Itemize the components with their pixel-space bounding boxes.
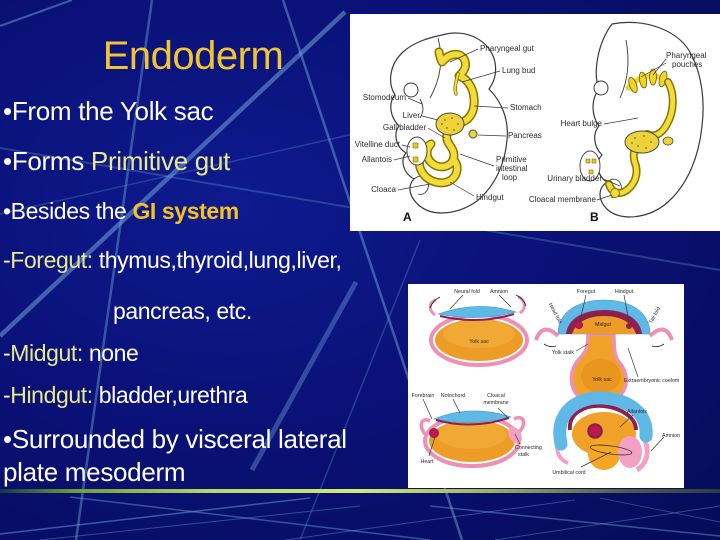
- fig2-label-head-fold: Head fold: [546, 302, 563, 325]
- item-text: none: [82, 340, 139, 366]
- fig2-label-amnion-b: Amnion: [662, 433, 680, 439]
- fig2-label-hindgut: Hindgut: [614, 289, 634, 295]
- folding-panel-3: [412, 393, 542, 466]
- fig1-label-primitive-3: loop: [502, 173, 518, 182]
- fig1-label-gall-bladder: Gall bladder: [382, 123, 426, 132]
- embryo-b-cloacal-membrane: [611, 189, 620, 198]
- fig2-label-cloacal-1: Cloacal: [487, 393, 505, 399]
- fig1-label-stomodeum: Stomodeum: [362, 93, 406, 102]
- keyword-gi-system: GI system: [132, 198, 239, 224]
- embryo-b-pharyngeal-pouches: [627, 69, 668, 94]
- bullet-text: From the Yolk sac: [11, 96, 214, 126]
- fig1-label-pharyngeal-pouches-1: Pharyngeal: [666, 51, 707, 60]
- dash-marker: -: [3, 340, 11, 366]
- fig2-label-notochord: Notochord: [440, 393, 466, 399]
- embryo-folding-figure: [408, 284, 684, 488]
- slide-title: Endoderm: [102, 34, 284, 78]
- fig1-label-lung-bud: Lung bud: [502, 66, 536, 75]
- fig1-label-cloacal-membrane: Cloacal membrane: [528, 195, 596, 204]
- fig2-label-neural-fold: Neural fold: [454, 289, 480, 295]
- bullet-text: plate mesoderm: [3, 457, 186, 487]
- embryo-b-otic-circle: [594, 81, 608, 95]
- fig1-label-liver: Liver: [402, 111, 420, 120]
- bullet-from-yolk-sac: [3, 96, 213, 127]
- fig1-label-primitive-1: Primitive: [496, 155, 527, 164]
- divider-line: [0, 489, 720, 493]
- keyword-primitive-gut: Primitive gut: [90, 146, 231, 176]
- fig1-label-urinary-bladder: Urinary bladder: [547, 174, 602, 183]
- folding-panel-4: [552, 398, 680, 476]
- fig1-label-cloaca: Cloaca: [371, 185, 396, 194]
- fig1-label-pancreas: Pancreas: [508, 131, 542, 140]
- embryo-gut-figure: [350, 14, 720, 231]
- item-foregut: [3, 247, 341, 274]
- fig2-label-extraembryonic-coelom: Extraembryonic coelom: [624, 378, 680, 384]
- fig2-label-allantois: Allantois: [626, 409, 648, 415]
- keyword-midgut: Midgut:: [10, 340, 83, 366]
- fig2-label-yolk-sac-b: Yolk sac: [592, 377, 612, 383]
- fig1-label-hindgut: Hindgut: [476, 193, 504, 202]
- fig1-label-pharyngeal-gut: Pharyngeal gut: [480, 44, 534, 53]
- fig2-label-connecting-2: stalk: [518, 452, 529, 458]
- bullet-text: Besides the: [10, 198, 133, 224]
- fig2-label-tail-fold: Tail fold: [648, 306, 662, 325]
- embryo-b-liver: [625, 131, 659, 153]
- keyword-foregut: Foregut:: [10, 247, 93, 273]
- embryo-b-stomach-bit: [663, 137, 673, 145]
- item-text: bladder,urethra: [92, 382, 248, 408]
- bullet-marker: •: [3, 424, 12, 454]
- embryo-a-liver: [436, 113, 464, 135]
- bullet-surrounded: [3, 424, 347, 455]
- embryo-a-pancreas: [469, 130, 477, 138]
- bullet-text: Forms: [11, 146, 91, 176]
- item-foregut-continued: [113, 298, 252, 325]
- fig1-label-vitelline-duct: Vitelline duct: [354, 140, 400, 149]
- bullet-marker: •: [3, 146, 12, 176]
- fig1-label-stomach: Stomach: [510, 103, 542, 112]
- fig1-label-primitive-2: intestinal: [496, 164, 528, 173]
- fig2-label-midgut: Midgut: [595, 322, 611, 328]
- fig2-label-connecting-1: Connecting: [515, 445, 542, 451]
- bullet-forms-primitive-gut: [3, 146, 230, 177]
- fig2-label-umbilical-cord: Umbilical cord: [552, 470, 586, 476]
- dash-marker: -: [3, 382, 11, 408]
- fig2-label-heart: Heart: [420, 459, 434, 465]
- fig1-label-heart-bulge: Heart bulge: [560, 119, 602, 128]
- keyword-hindgut: Hindgut:: [10, 382, 93, 408]
- item-midgut: [3, 340, 138, 367]
- bullet-besides-gi-system: [3, 198, 239, 225]
- bullet-marker: •: [3, 198, 11, 224]
- folding-panel-1: [430, 289, 527, 365]
- fig1-panel-b-letter: B: [590, 210, 599, 224]
- bullet-surrounded-wrap: [3, 457, 185, 488]
- fig2-label-cloacal-2: membrane: [483, 400, 509, 406]
- bullet-text: Surrounded by visceral lateral: [11, 424, 347, 454]
- fig1-panel-a-letter: A: [403, 210, 412, 224]
- dash-marker: -: [3, 247, 11, 273]
- fig2-label-amnion-a: Amnion: [490, 289, 508, 295]
- embryo-a-otic-circle: [404, 83, 418, 97]
- fig2-label-yolk-sac-a: Yolk sac: [469, 339, 489, 345]
- fig1-label-pharyngeal-pouches-2: pouches: [672, 60, 703, 69]
- item-text: pancreas, etc.: [113, 298, 252, 324]
- folding-panel-2: [536, 289, 680, 405]
- item-text: thymus,thyroid,lung,liver,: [92, 247, 342, 273]
- bullet-marker: •: [3, 96, 12, 126]
- item-hindgut: [3, 382, 247, 409]
- fig2-label-yolk-stalk: Yolk stalk: [551, 350, 574, 356]
- embryo-a-vitelline-stalk: [407, 137, 427, 165]
- fig1-label-allantois: Allantois: [361, 155, 392, 164]
- fig2-label-forebrain: Forebrain: [411, 393, 435, 399]
- fig2-label-foregut: Foregut: [576, 289, 596, 295]
